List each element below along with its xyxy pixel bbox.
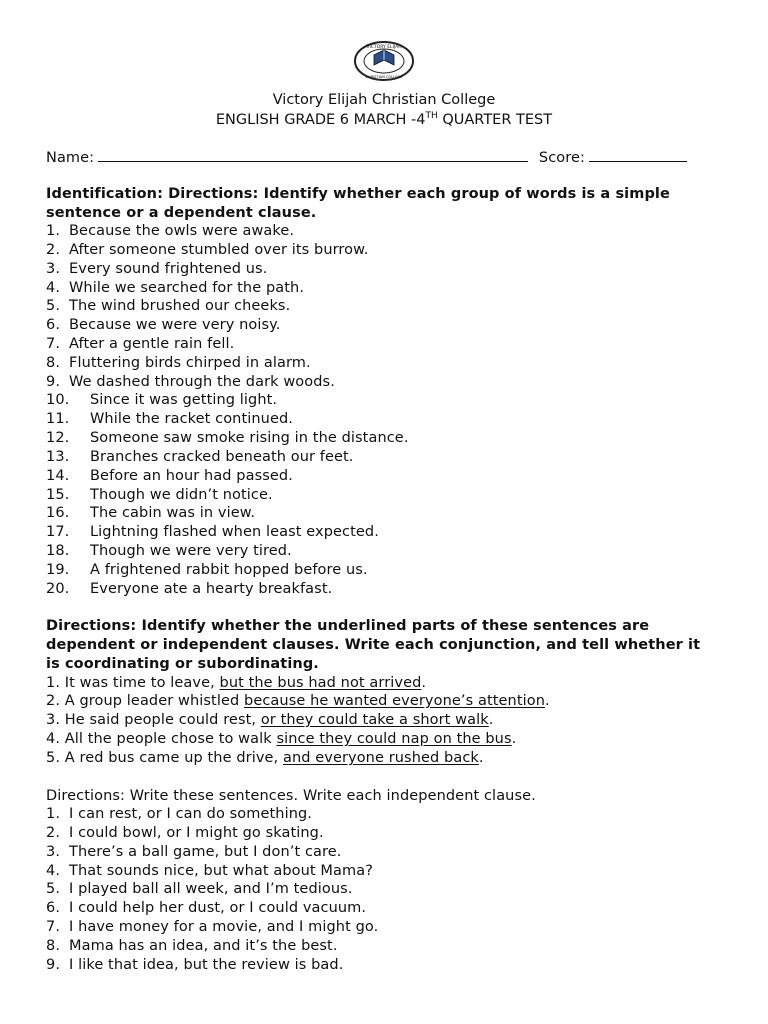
list-item: 5. The wind brushed our cheeks. <box>46 298 291 314</box>
list-item: 2. After someone stumbled over its burrow. <box>46 242 369 258</box>
list-item: 11. While the racket continued. <box>46 411 293 427</box>
school-logo <box>353 40 415 82</box>
section2-heading-1: Directions: Identify whether the underlined parts of these sentences are <box>46 618 650 634</box>
list-item: 7. After a gentle rain fell. <box>46 336 235 352</box>
list-item: 4. While we searched for the path. <box>46 280 305 296</box>
list-item: 3. He said people could rest, or they could take a short walk. <box>46 712 494 728</box>
score-label: Score: <box>538 150 585 166</box>
list-item: 2. I could bowl, or I might go skating. <box>46 825 324 841</box>
test-title-tail: QUARTER TEST <box>437 111 553 128</box>
test-title <box>0 111 768 128</box>
list-item: 18. Though we were very tired. <box>46 543 292 559</box>
list-item: 19. A frightened rabbit hopped before us. <box>46 562 368 578</box>
list-item: 2. A group leader whistled because he wanted everyone’s attention. <box>46 693 550 709</box>
section2-heading-2: dependent or independent clauses. Write each conjunction, and tell whether it <box>46 637 701 653</box>
list-item: 15. Though we didn’t notice. <box>46 487 273 503</box>
list-item: 1. It was time to leave, but the bus had not arrived. <box>46 675 427 691</box>
logo-text-top: VICTORY ELIJAH <box>366 45 402 50</box>
list-item: 13. Branches cracked beneath our feet. <box>46 449 354 465</box>
list-item: 3. Every sound frightened us. <box>46 261 268 277</box>
name-score-row <box>46 149 687 166</box>
list-item: 20. Everyone ate a hearty breakfast. <box>46 581 333 597</box>
list-item: 1. I can rest, or I can do something. <box>46 806 313 822</box>
list-item: 12. Someone saw smoke rising in the distance. <box>46 430 409 446</box>
section2-heading-3: is coordinating or subordinating. <box>46 656 319 672</box>
list-item: 3. There’s a ball game, but I don’t care. <box>46 844 342 860</box>
list-item: 8. Fluttering birds chirped in alarm. <box>46 355 311 371</box>
list-item: 7. I have money for a movie, and I might go. <box>46 919 379 935</box>
name-field[interactable] <box>98 149 528 162</box>
section1-heading-1: Identification: Directions: Identify whether each group of words is a simple <box>46 186 670 202</box>
list-item: 9. I like that idea, but the review is bad. <box>46 957 344 973</box>
list-item: 6. I could help her dust, or I could vacuum. <box>46 900 367 916</box>
test-title-sup: TH <box>425 111 438 121</box>
list-item: 14. Before an hour had passed. <box>46 468 293 484</box>
list-item: 8. Mama has an idea, and it’s the best. <box>46 938 338 954</box>
list-item: 4. All the people chose to walk since they could nap on the bus. <box>46 731 517 747</box>
list-item: 5. A red bus came up the drive, and everyone rushed back. <box>46 750 484 766</box>
section1-heading-2: sentence or a dependent clause. <box>46 205 317 221</box>
logo-text-bottom: CHRISTIAN COLLEGE <box>365 75 403 79</box>
score-field[interactable] <box>589 149 687 162</box>
list-item: 6. Because we were very noisy. <box>46 317 281 333</box>
list-item: 9. We dashed through the dark woods. <box>46 374 335 390</box>
list-item: 16. The cabin was in view. <box>46 505 256 521</box>
list-item: 1. Because the owls were awake. <box>46 223 295 239</box>
name-label: Name: <box>46 150 95 166</box>
list-item: 4. That sounds nice, but what about Mama? <box>46 863 373 879</box>
list-item: 10. Since it was getting light. <box>46 392 278 408</box>
section3-heading: Directions: Write these sentences. Write each independent clause. <box>46 788 536 804</box>
school-name: Victory Elijah Christian College <box>272 92 496 108</box>
list-item: 5. I played ball all week, and I’m tedious. <box>46 881 353 897</box>
list-item: 17. Lightning flashed when least expected. <box>46 524 379 540</box>
test-title-main: ENGLISH GRADE 6 MARCH -4 <box>215 111 426 128</box>
